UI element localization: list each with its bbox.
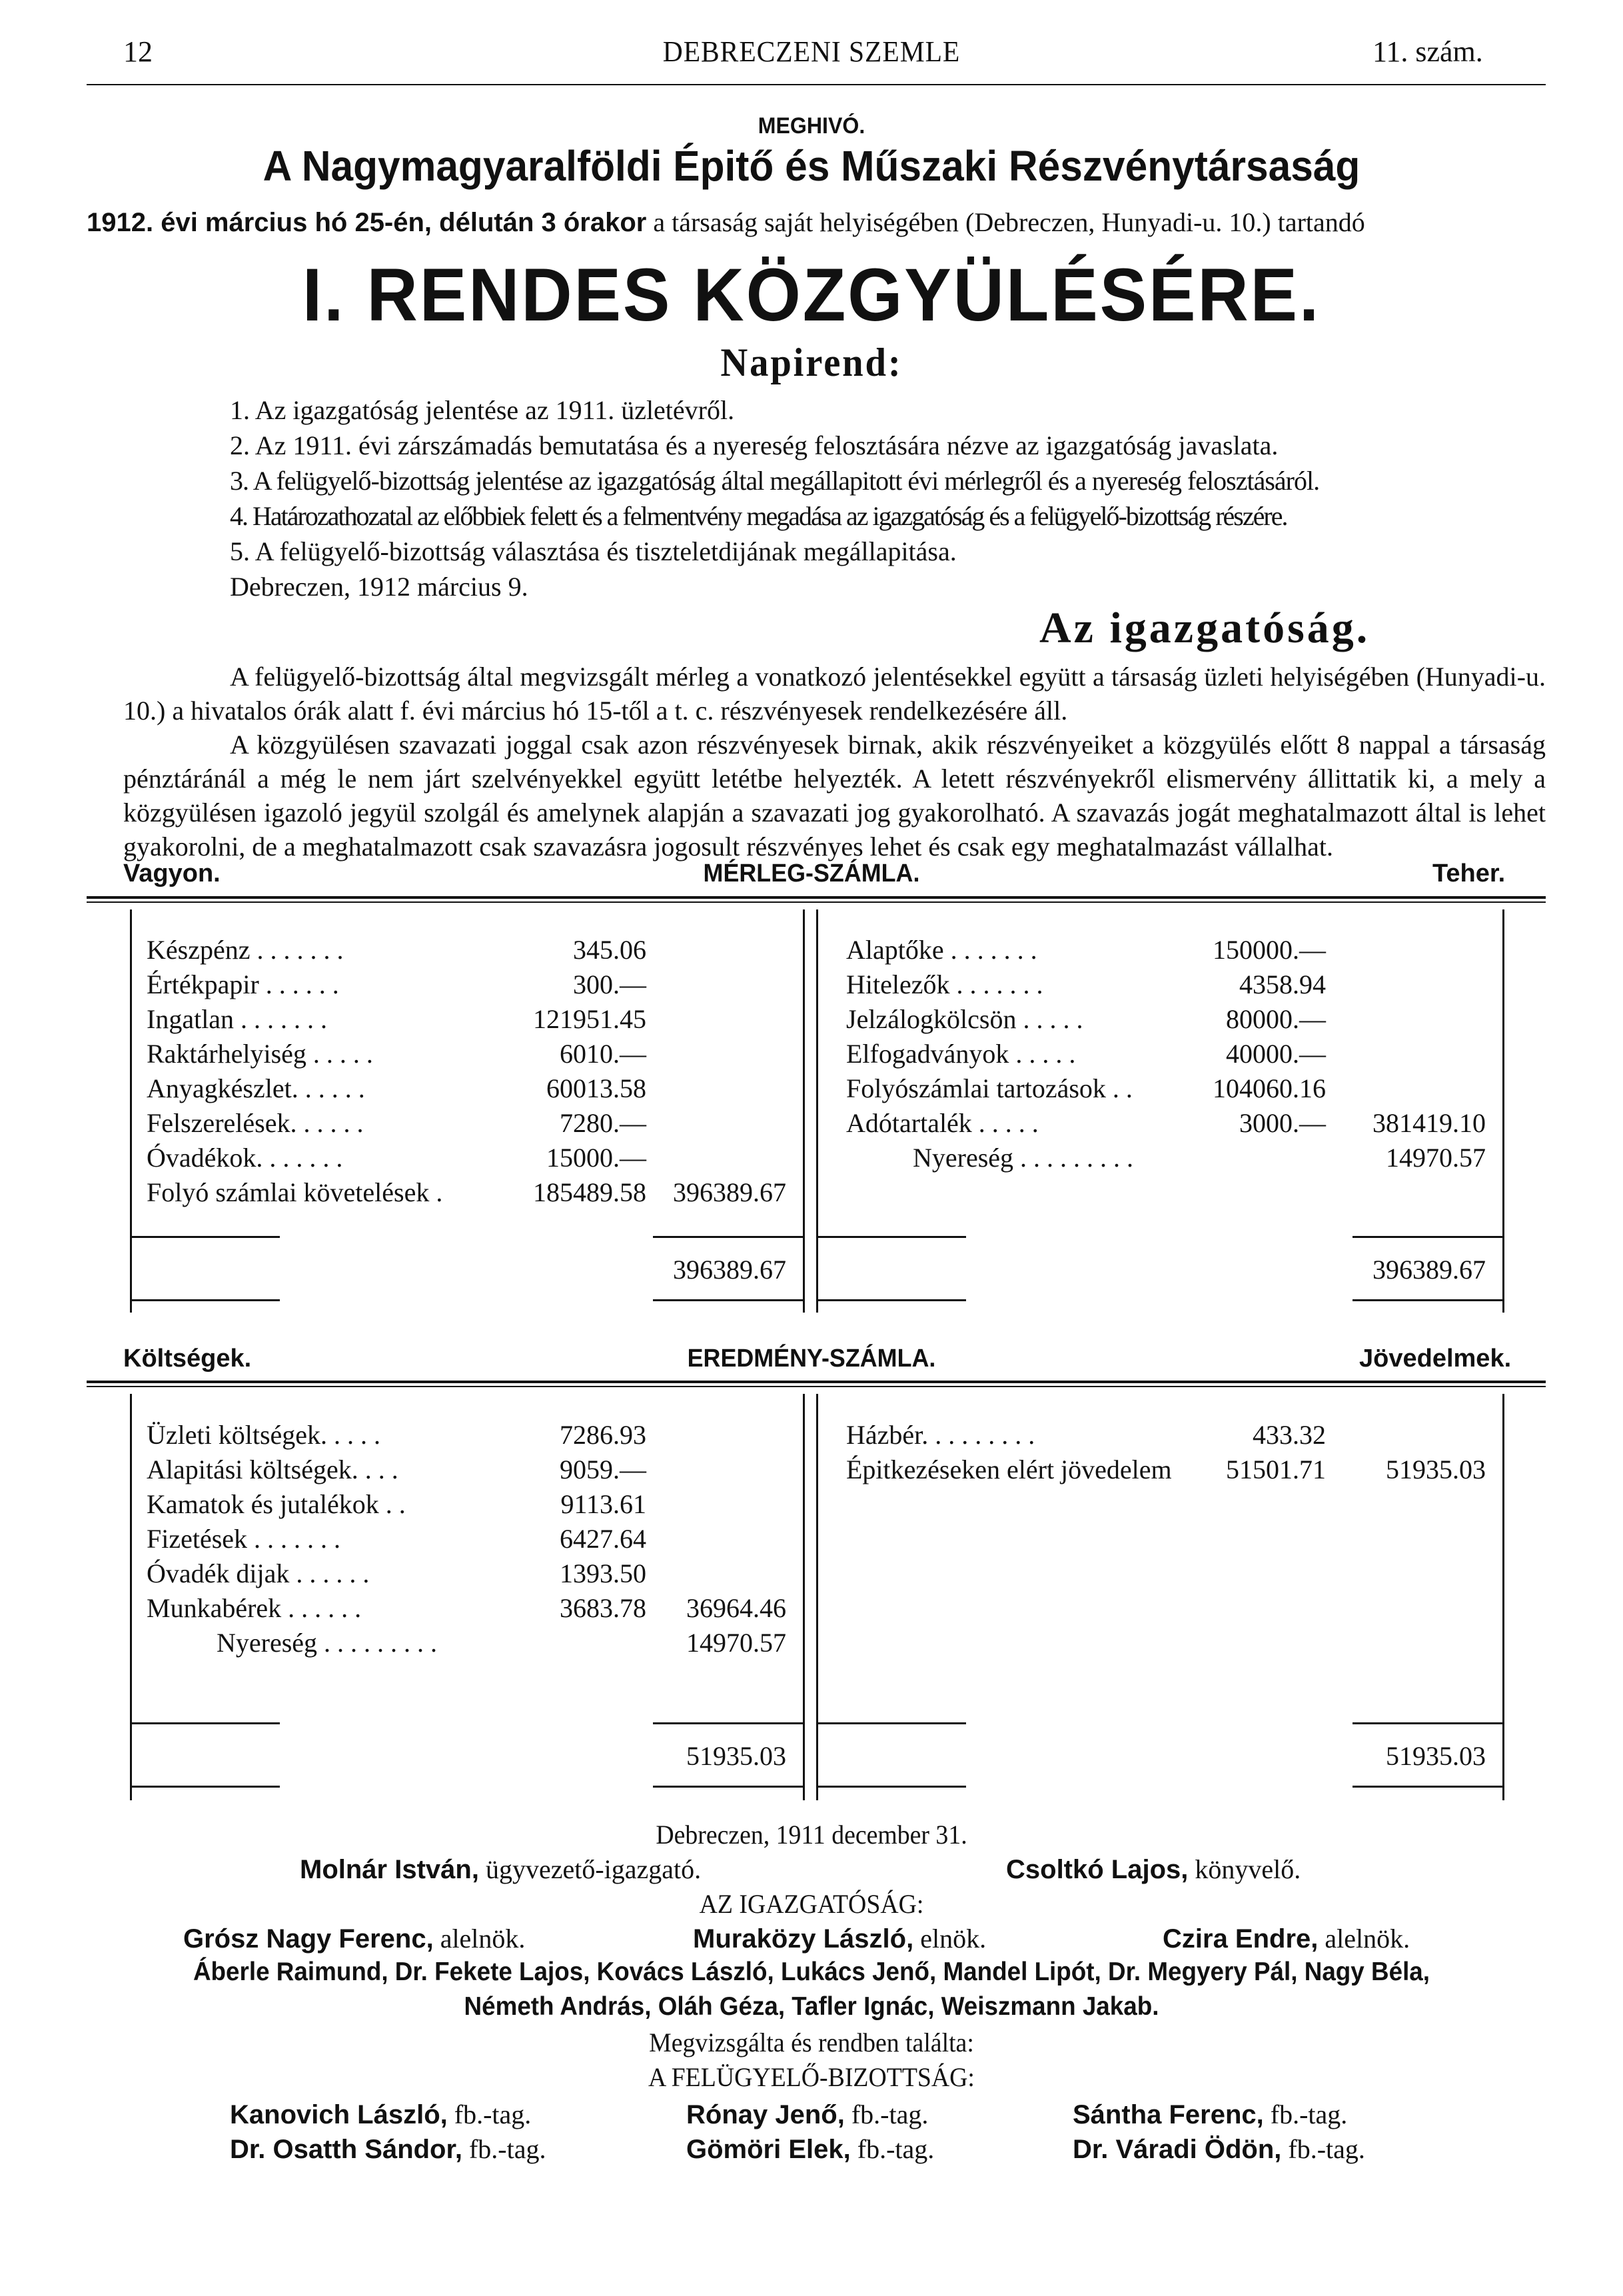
row-total: 51935.03 [1386, 1454, 1486, 1484]
income-right-row [846, 1418, 1499, 1452]
income-sum-rule [1352, 1722, 1502, 1724]
row-label: Óvadékok. . . . . . . [147, 1143, 343, 1173]
income-vline [1502, 1394, 1504, 1800]
agenda-title: Napirend: [720, 340, 903, 384]
committee-member-name: Gömöri Elek, [686, 2135, 851, 2164]
income-left-row [147, 1626, 800, 1660]
balance-sum-rule [1352, 1299, 1502, 1301]
balance-right-row [846, 1071, 1499, 1106]
income-sum-rule [130, 1722, 280, 1724]
row-label: Adótartalék . . . . . [846, 1108, 1039, 1138]
header-rule [87, 84, 1546, 85]
row-total: 14970.57 [1386, 1143, 1486, 1173]
committee-member-name: Rónay Jenő, [686, 2100, 845, 2129]
committee-member-name: Kanovich László, [230, 2100, 448, 2129]
row-value: 15000.— [546, 1143, 646, 1173]
row-value: 345.06 [573, 935, 646, 965]
balance-vline [803, 909, 805, 1313]
meeting-date-line [87, 207, 1365, 238]
committee-member-role: fb.-tag. [1281, 2134, 1365, 2164]
balance-vline [816, 909, 818, 1313]
income-right-header: Jövedelmek. [1359, 1345, 1512, 1373]
balance-right-row [846, 933, 1499, 967]
board-member-name: Muraközy László, [693, 1924, 914, 1954]
statement-date: Debreczen, 1911 december 31. [656, 1820, 967, 1850]
board-member-name: Grósz Nagy Ferenc, [183, 1924, 434, 1954]
balance-sum-rule [1352, 1236, 1502, 1238]
income-rule-top [87, 1381, 1546, 1383]
row-label: Értékpapir . . . . . . [147, 969, 339, 999]
income-rule-top-2 [87, 1386, 1546, 1387]
row-value: 300.— [573, 969, 646, 999]
audit-note: Megvizsgálta és rendben találta: [649, 2027, 974, 2057]
income-left-row [147, 1487, 800, 1522]
row-value: 150000.— [1213, 935, 1326, 965]
row-value: 121951.45 [533, 1004, 646, 1034]
committee-member-role: fb.-tag. [462, 2134, 546, 2164]
balance-right-row [846, 1141, 1499, 1175]
balance-left-row [147, 1141, 800, 1175]
balance-left-row [147, 967, 800, 1002]
invitation-label: MEGHIVÓ. [758, 113, 865, 139]
committee-member-role: fb.-tag. [447, 2099, 532, 2129]
income-vline [130, 1394, 132, 1800]
board-member [1163, 1923, 1410, 1954]
income-left-row [147, 1591, 800, 1626]
row-value: 60013.58 [546, 1073, 646, 1103]
committee-member [1073, 2099, 1347, 2130]
income-left-row [147, 1556, 800, 1591]
row-value: 3000.— [1239, 1108, 1326, 1138]
page-number: 12 [123, 35, 153, 68]
balance-title: MÉRLEG-SZÁMLA. [703, 860, 920, 887]
manager-line [300, 1854, 701, 1885]
balance-rule-top [87, 896, 1546, 899]
balance-left-sum: 396389.67 [673, 1255, 786, 1285]
income-left-row [147, 1452, 800, 1487]
income-left-row [147, 1418, 800, 1452]
committee-member [686, 2133, 934, 2165]
balance-right-header: Teher. [1432, 860, 1506, 887]
board-members-line: Áberle Raimund, Dr. Fekete Lajos, Kovács László, Lukács Jenő, Mandel Lipót, Dr. Megyery Pál, Nagy Béla, [193, 1958, 1430, 1986]
agenda-date: Debreczen, 1912 március 9. [230, 572, 528, 602]
row-label: Ingatlan . . . . . . . [147, 1004, 328, 1034]
board-member-role: alelnök. [1318, 1924, 1410, 1954]
board-member [693, 1923, 986, 1954]
balance-right-row [846, 1106, 1499, 1141]
income-sum-rule [816, 1722, 966, 1724]
row-label: Folyószámlai tartozások . . [846, 1073, 1133, 1103]
row-label: Hitelezők . . . . . . . [846, 969, 1043, 999]
committee-member-role: fb.-tag. [850, 2134, 935, 2164]
row-value: 7280.— [560, 1108, 646, 1138]
board-member-role: alelnök. [433, 1924, 526, 1954]
row-label: Kamatok és jutalékok . . [147, 1489, 406, 1519]
committee-member-role: fb.-tag. [844, 2099, 929, 2129]
committee-member-role: fb.-tag. [1263, 2099, 1348, 2129]
row-label: Felszerelések. . . . . . [147, 1108, 364, 1138]
balance-left-row [147, 1071, 800, 1106]
row-label: Épitkezéseken elért jövedelem [846, 1454, 1172, 1484]
meeting-title: I. RENDES KÖZGYÜLÉSÉRE. [302, 253, 1321, 336]
balance-vline [130, 909, 132, 1313]
balance-right-row [846, 1037, 1499, 1071]
row-label: Nyereség . . . . . . . . . [913, 1143, 1134, 1173]
balance-sum-rule [130, 1299, 280, 1301]
income-left-header: Költségek. [123, 1345, 252, 1373]
row-value: 433.32 [1253, 1420, 1326, 1450]
row-label: Munkabérek . . . . . . [147, 1593, 362, 1623]
signature: Az igazgatóság. [1039, 604, 1370, 652]
row-total: 14970.57 [686, 1628, 786, 1658]
committee-member [1073, 2133, 1365, 2165]
agenda-item: 4. Határozathozatal az előbbiek felett és a felmentvény megadása az igazgatóság és a felügyelő-bizottság részére. [230, 501, 1287, 531]
row-label: Raktárhelyiség . . . . . [147, 1039, 373, 1069]
row-value: 6010.— [560, 1039, 646, 1069]
balance-sum-rule [130, 1236, 280, 1238]
row-label: Alapitási költségek. . . . [147, 1454, 398, 1484]
balance-right-row [846, 967, 1499, 1002]
row-value: 51501.71 [1226, 1454, 1326, 1484]
income-left-sum: 51935.03 [686, 1741, 786, 1771]
balance-sum-rule [653, 1299, 803, 1301]
row-label: Anyagkészlet. . . . . . [147, 1073, 365, 1103]
paragraph-voting: A közgyülésen szavazati joggal csak azon részvényesek birnak, akik részvényeiket a közgyülés előtt 8 nappal a társaság pénztáránál a még le nem járt szelvényekkel együtt letétbe helyezték. A letett részvényekről elismervény állittatik ki, a mely a közgyülésen igazoló jegyül szolgál és amelynek alapján a szavazati jog gyakorolható. A szavazás jogát meghatalmazott által is lehet gyakorolni, de a meghatalmazott csak szavazásra jogosult részvényes lehet és csak egy meghatalmazást vállalhat. [123, 730, 1546, 861]
board-title: AZ IGAZGATÓSÁG: [699, 1889, 924, 1919]
income-right-row [846, 1452, 1499, 1487]
row-label: Készpénz . . . . . . . [147, 935, 344, 965]
row-value: 9059.— [560, 1454, 646, 1484]
row-label: Alaptőke . . . . . . . [846, 935, 1037, 965]
row-label: Üzleti költségek. . . . . [147, 1420, 381, 1450]
committee-member [686, 2099, 928, 2130]
row-value: 4358.94 [1239, 969, 1326, 999]
board-member-name: Czira Endre, [1163, 1924, 1319, 1954]
agenda-item: 3. A felügyelő-bizottság jelentése az igazgatóság által megállapitott évi mérlegről és a nyereség felosztásáról. [230, 466, 1320, 496]
balance-left-row [147, 933, 800, 967]
balance-sum-rule [816, 1236, 966, 1238]
row-value: 9113.61 [560, 1489, 646, 1519]
balance-right-sum: 396389.67 [1372, 1255, 1486, 1285]
balance-sum-rule [653, 1236, 803, 1238]
income-sum-rule [1352, 1786, 1502, 1788]
committee-member-name: Sántha Ferenc, [1073, 2100, 1264, 2129]
row-total: 381419.10 [1372, 1108, 1486, 1138]
board-member [183, 1923, 525, 1954]
row-value: 7286.93 [560, 1420, 646, 1450]
paragraph-availability: A felügyelő-bizottság által megvizsgált mérleg a vonatkozó jelentésekkel együtt a társaság üzleti helyiségében (Hunyadi-u. 10.) a hivatalos órák alatt f. évi március hó 15-től a t. c. részvényesek rendelkezésére áll. [123, 662, 1546, 726]
income-sum-rule [653, 1786, 803, 1788]
row-value: 80000.— [1226, 1004, 1326, 1034]
balance-left-row [147, 1175, 800, 1210]
row-value: 6427.64 [560, 1524, 646, 1554]
balance-left-row [147, 1002, 800, 1037]
balance-left-row [147, 1106, 800, 1141]
row-value: 185489.58 [533, 1177, 646, 1207]
committee-member-name: Dr. Osatth Sándor, [230, 2135, 462, 2164]
row-label: Fizetések . . . . . . . [147, 1524, 341, 1554]
row-label: Házbér. . . . . . . . . [846, 1420, 1035, 1450]
income-right-sum: 51935.03 [1386, 1741, 1486, 1771]
accountant-name: Csoltkó Lajos, [1006, 1855, 1189, 1884]
company-name: A Nagymagyaralföldi Épitő és Műszaki Részvénytársaság [263, 142, 1360, 190]
accountant-role: könyvelő. [1188, 1854, 1301, 1884]
row-label: Folyó számlai követelések . [147, 1177, 443, 1207]
row-value: 3683.78 [560, 1593, 646, 1623]
income-left-row [147, 1522, 800, 1556]
manager-role: ügyvezető-igazgató. [478, 1854, 702, 1884]
balance-rule-top-2 [87, 901, 1546, 903]
row-value: 1393.50 [560, 1558, 646, 1588]
agenda-item: 2. Az 1911. évi zárszámadás bemutatása és a nyereség felosztására nézve az igazgatóság javaslata. [230, 430, 1279, 460]
income-sum-rule [816, 1786, 966, 1788]
journal-title: DEBRECZENI SZEMLE [662, 35, 961, 68]
balance-vline [1502, 909, 1504, 1313]
balance-left-row [147, 1037, 800, 1071]
row-total: 36964.46 [686, 1593, 786, 1623]
row-total: 396389.67 [673, 1177, 786, 1207]
accountant-line [1006, 1854, 1301, 1885]
row-label: Óvadék dijak . . . . . . [147, 1558, 370, 1588]
board-members-line: Németh András, Oláh Géza, Tafler Ignác, Weiszmann Jakab. [464, 1992, 1159, 2021]
board-member-role: elnök. [913, 1924, 987, 1954]
balance-sum-rule [816, 1299, 966, 1301]
committee-member-name: Dr. Váradi Ödön, [1073, 2135, 1282, 2164]
income-sum-rule [653, 1722, 803, 1724]
row-label: Nyereség . . . . . . . . . [217, 1628, 438, 1658]
committee-member [230, 2099, 531, 2130]
agenda-item: 1. Az igazgatóság jelentése az 1911. üzletévről. [230, 395, 735, 425]
row-label: Jelzálogkölcsön . . . . . [846, 1004, 1083, 1034]
meeting-date-bold: 1912. évi március hó 25-én, délután 3 órakor [87, 208, 647, 237]
income-title: EREDMÉNY-SZÁMLA. [687, 1345, 936, 1373]
issue-number: 11. szám. [1372, 35, 1483, 68]
income-vline [803, 1394, 805, 1800]
income-sum-rule [130, 1786, 280, 1788]
row-label: Elfogadványok . . . . . [846, 1039, 1076, 1069]
committee-title: A FELÜGYELŐ-BIZOTTSÁG: [648, 2062, 975, 2092]
income-vline [816, 1394, 818, 1800]
agenda-item: 5. A felügyelő-bizottság választása és tiszteletdijának megállapitása. [230, 536, 957, 566]
balance-left-header: Vagyon. [123, 860, 221, 887]
row-value: 104060.16 [1213, 1073, 1326, 1103]
meeting-date-rest: a társaság saját helyiségében (Debreczen, Hunyadi-u. 10.) tartandó [646, 207, 1365, 237]
committee-member [230, 2133, 546, 2165]
balance-right-row [846, 1002, 1499, 1037]
row-value: 40000.— [1226, 1039, 1326, 1069]
manager-name: Molnár István, [300, 1855, 479, 1884]
